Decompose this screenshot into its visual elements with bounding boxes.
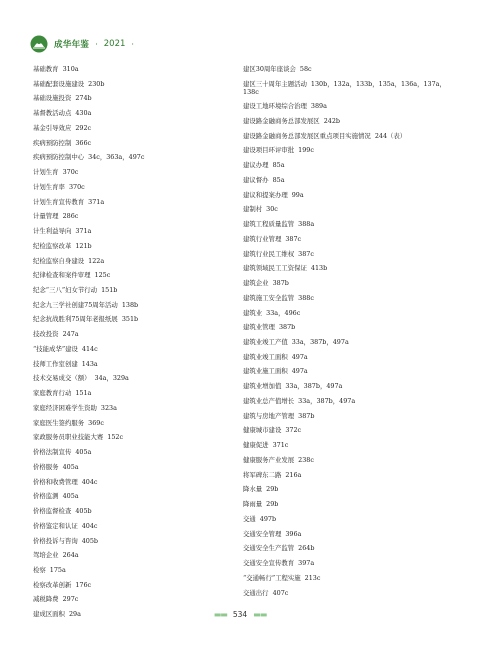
index-entry: [243, 103, 453, 111]
index-entry: [243, 590, 453, 598]
index-term: 疾病预防控制: [33, 138, 72, 147]
index-term: 建区30周年座谈会: [243, 65, 296, 73]
index-term: 建筑行业民工维权: [243, 249, 295, 258]
index-term: 计划生育率: [33, 182, 65, 191]
index-page-ref: 372c: [285, 426, 302, 435]
index-page-ref: 29b: [266, 500, 279, 509]
index-entry: [33, 390, 233, 398]
index-page-ref: 413b: [310, 264, 328, 273]
index-term: 纪律检查和案件审理: [33, 271, 91, 280]
index-entry: [243, 280, 453, 288]
index-page-ref: 323a: [100, 403, 117, 412]
index-term: 建筑企业: [243, 279, 269, 288]
index-term: 建筑行业管理: [243, 234, 282, 243]
index-page-ref: 99a: [291, 190, 304, 199]
index-entry: [243, 251, 453, 259]
index-page-ref: 292c: [75, 123, 92, 132]
index-entry: [243, 575, 453, 583]
index-page-ref: 34c，363a，497c: [88, 153, 145, 162]
index-term: 驾培企业: [33, 551, 59, 560]
index-page-ref: 274b: [75, 94, 92, 103]
index-term: 交通出行: [243, 588, 269, 597]
index-page-ref: 396a: [285, 529, 302, 538]
index-entry: [33, 361, 233, 369]
index-entry: [243, 560, 453, 568]
index-entry: [243, 236, 453, 244]
index-term: 疾病预防控制中心: [33, 153, 85, 162]
header-separator: ·: [95, 39, 98, 49]
index-entry: [33, 125, 233, 133]
index-term: 价格法制宣传: [33, 448, 72, 457]
index-entry: [33, 375, 233, 383]
index-page-ref: 388c: [298, 293, 314, 302]
index-term: 检察: [33, 565, 46, 574]
index-term: 纪念九三学社创建75周年活动: [33, 300, 118, 309]
index-entry: [243, 486, 453, 494]
index-entry: [243, 398, 453, 406]
index-page-ref: 264a: [62, 551, 79, 560]
index-page-ref: 244（表）: [374, 131, 407, 140]
index-entry: [243, 147, 453, 155]
index-entry: [33, 434, 233, 442]
index-page-ref: 497b: [259, 514, 277, 523]
index-entry: [243, 324, 453, 332]
index-entry: [243, 177, 453, 185]
index-entry: [243, 531, 453, 539]
index-page-ref: 199c: [298, 146, 314, 155]
index-page-ref: 33a，387b，497a: [285, 382, 343, 391]
index-term: 基础教育: [33, 65, 59, 73]
index-term: 交通安全生产监管: [243, 544, 295, 553]
index-page-ref: 29b: [266, 485, 279, 494]
index-entry: [33, 582, 233, 590]
index-page-ref: 405a: [75, 448, 92, 457]
index-entry: [33, 154, 233, 162]
index-term: 建筑施工安全监管: [243, 293, 295, 302]
index-term: 将军碑东二路: [243, 470, 282, 479]
index-term: 家政服务员职业技能大赛: [33, 433, 104, 442]
index-page-ref: 151b: [101, 286, 118, 295]
index-term: 检察改革创新: [33, 580, 72, 589]
index-term: 基金引导效应: [33, 123, 72, 132]
index-page-ref: 387b: [278, 323, 296, 332]
index-term: 建筑业竣工产值: [243, 338, 288, 347]
index-page-ref: 176c: [75, 580, 92, 589]
index-entry: [33, 405, 233, 413]
index-entry: [33, 243, 233, 251]
index-term: 纪检监察自身建设: [33, 256, 85, 265]
index-term: 纪念“三八”妇女节行动: [33, 286, 98, 295]
index-page-ref: 33a，496c: [266, 308, 301, 317]
index-page-ref: 247a: [62, 330, 79, 339]
yearbook-year: 2021: [103, 39, 126, 49]
index-page-ref: 213c: [304, 573, 321, 582]
index-entry: [33, 213, 233, 221]
index-page-ref: 151a: [75, 389, 92, 398]
index-entry: [243, 81, 453, 97]
index-term: 建筑业: [243, 308, 263, 317]
index-term: 纪念抗战胜利75周年老报纸展: [33, 315, 118, 324]
index-entry: [33, 464, 233, 472]
index-term: 建设工地环境综合治理: [243, 102, 307, 111]
index-term: 建议办理: [243, 161, 269, 170]
index-page-ref: 130b，132a，133b，135a，136a，137a，138c: [243, 79, 446, 96]
index-term: 技改投资: [33, 330, 59, 339]
index-term: 基督教活动点: [33, 109, 72, 118]
index-entry: [33, 66, 233, 74]
index-page-ref: 371a: [75, 227, 92, 236]
index-page-ref: 122a: [88, 256, 105, 265]
index-page-ref: 143a: [81, 359, 98, 368]
index-term: 健康城市建设: [243, 426, 282, 435]
index-term: 技术交易成交（额）: [33, 374, 91, 383]
index-term: 建筑业管理: [243, 323, 275, 332]
index-entry: [33, 552, 233, 560]
index-entry: [33, 199, 233, 207]
index-entry: [33, 508, 233, 516]
index-page-ref: 407c: [272, 588, 289, 597]
index-page-ref: 33a，387b，497a: [291, 338, 349, 347]
index-page-ref: 29a: [68, 610, 81, 619]
index-page-ref: 286c: [62, 212, 79, 221]
index-page-ref: 370c: [68, 182, 85, 191]
index-term: 减税降费: [33, 595, 59, 604]
index-page-ref: 33a，387b，497a: [298, 396, 356, 405]
index-entry: [33, 316, 233, 324]
index-entry: [33, 420, 233, 428]
index-term: 家庭医生签约服务: [33, 418, 85, 427]
index-entry: [33, 538, 233, 546]
yearbook-title: 成华年鉴: [54, 40, 90, 50]
index-page-ref: 351b: [121, 315, 139, 324]
index-term: 建设路金融商务总部发展区: [243, 117, 320, 125]
index-entry: [33, 449, 233, 457]
index-term: 建筑业总产值增长: [243, 396, 295, 405]
index-page-ref: 370c: [62, 168, 79, 177]
index-term: “技能成华”建设: [33, 344, 78, 353]
page-number: 534: [232, 610, 248, 619]
index-entry: [33, 302, 233, 310]
index-entry: [243, 545, 453, 553]
index-term: 建筑工程质量监管: [243, 220, 295, 229]
index-term: 价格和收费管理: [33, 477, 78, 486]
page-footer: [0, 610, 480, 619]
index-page-ref: 369c: [88, 418, 104, 427]
index-entry: [243, 310, 453, 318]
index-page-ref: 404c: [81, 477, 98, 486]
index-term: 计划生育: [33, 168, 59, 177]
index-page-ref: 414c: [81, 344, 98, 353]
index-page-ref: 297c: [62, 595, 79, 604]
index-entry: [243, 206, 453, 214]
index-entry: [243, 133, 453, 141]
index-page-ref: 387b: [272, 279, 289, 288]
index-entry: [33, 184, 233, 192]
index-term: 建筑业增加值: [243, 382, 282, 391]
index-entry: [33, 479, 233, 487]
index-term: 计量管理: [33, 212, 59, 221]
index-term: 建制村: [243, 205, 263, 214]
yearbook-logo-icon: [30, 35, 48, 53]
index-page-ref: 34a，329a: [94, 374, 129, 383]
index-entry: [33, 169, 233, 177]
index-page-ref: 242b: [323, 117, 340, 125]
index-entry: [243, 295, 453, 303]
index-entry: [243, 427, 453, 435]
running-header: [30, 34, 134, 54]
index-term: 建筑领域民工工资保证: [243, 264, 307, 273]
index-entry: [243, 354, 453, 362]
index-entry: [33, 346, 233, 354]
index-term: 建区三十周年主题活动: [243, 79, 307, 88]
index-term: 交通安全宣传教育: [243, 559, 295, 568]
index-term: 健康服务产业发展: [243, 455, 295, 464]
index-entry: [33, 140, 233, 148]
index-term: 建筑业施工面积: [243, 367, 288, 376]
index-page-ref: 85a: [272, 161, 285, 170]
index-term: 价格鉴定和认证: [33, 521, 78, 530]
index-entry: [33, 81, 233, 89]
index-page-ref: 397a: [298, 559, 315, 568]
index-page-ref: 371a: [88, 197, 105, 206]
index-term: 健康促进: [243, 441, 269, 450]
index-page-ref: 497a: [291, 367, 308, 376]
index-page-ref: 175a: [49, 565, 66, 574]
index-term: 基础配套设施建设: [33, 79, 85, 88]
index-term: “交通畅行”工程实施: [243, 573, 301, 582]
index-page-ref: 387c: [285, 234, 302, 243]
index-term: 建筑与房地产管理: [243, 411, 295, 420]
index-term: 技师工作室创建: [33, 359, 78, 368]
index-entry: [33, 493, 233, 501]
index-entry: [243, 413, 453, 421]
index-page-ref: 58c: [299, 65, 312, 73]
index-page-ref: 366c: [75, 138, 92, 147]
index-entry: [33, 110, 233, 118]
index-term: 建设路金融商务总部发展区重点项目实施情况: [243, 131, 371, 140]
index-term: 价格监测: [33, 492, 59, 501]
index-entry: [243, 221, 453, 229]
index-term: 家庭教育行动: [33, 389, 72, 398]
footer-ornament-right: ▬▬: [253, 610, 267, 619]
index-term: 价格监督检查: [33, 507, 72, 516]
index-term: 建筑业竣工面积: [243, 352, 288, 361]
index-term: 纪检监察改革: [33, 241, 72, 250]
index-entry: [243, 516, 453, 524]
index-term: 降雨量: [243, 500, 263, 509]
index-page-ref: 405a: [62, 462, 79, 471]
index-page-ref: 238c: [298, 455, 314, 464]
index-page-ref: 387c: [298, 249, 314, 258]
index-entry: [243, 457, 453, 465]
index-entry: [33, 258, 233, 266]
index-entry: [243, 162, 453, 170]
index-page-ref: 264b: [298, 544, 315, 553]
index-entry: [33, 331, 233, 339]
index-page-ref: 125c: [94, 271, 111, 280]
index-term: 建议和提案办理: [243, 190, 288, 199]
header-separator: ·: [131, 39, 134, 49]
index-page-ref: 388a: [298, 220, 315, 229]
index-entry: [243, 368, 453, 376]
index-term: 家庭经济困难学生资助: [33, 403, 97, 412]
index-term: 交通: [243, 514, 256, 523]
index-page-ref: 121b: [75, 241, 92, 250]
index-page-ref: 405a: [62, 492, 79, 501]
index-entry: [243, 339, 453, 347]
footer-ornament-left: ▬▬: [213, 610, 227, 619]
index-term: 建设项目环评审批: [243, 146, 295, 155]
index-page-ref: 430a: [75, 109, 92, 118]
index-entry: [243, 66, 453, 74]
index-entry: [243, 192, 453, 200]
index-entry: [243, 383, 453, 391]
index-page-ref: 85a: [272, 175, 285, 184]
index-page-ref: 216a: [285, 470, 302, 479]
index-entry: [33, 272, 233, 280]
index-column-left: [33, 66, 233, 626]
index-term: 基础设施投资: [33, 94, 72, 103]
index-term: 计生利益导向: [33, 227, 72, 236]
index-term: 建成区面积: [33, 610, 65, 619]
index-page-ref: 30c: [266, 205, 278, 214]
index-entry: [243, 265, 453, 273]
index-entry: [33, 287, 233, 295]
index-page-ref: 230b: [88, 79, 105, 88]
index-entry: [33, 95, 233, 103]
index-page-ref: 387b: [298, 411, 315, 420]
index-page-ref: 371c: [272, 441, 289, 450]
index-entry: [33, 596, 233, 604]
index-entry: [33, 523, 233, 531]
index-term: 计划生育宣传教育: [33, 197, 85, 206]
index-term: 价格服务: [33, 462, 59, 471]
index-entry: [33, 228, 233, 236]
index-page-ref: 404c: [81, 521, 98, 530]
index-page-ref: 138b: [121, 300, 139, 309]
index-entry: [243, 501, 453, 509]
index-page-ref: 497a: [291, 352, 308, 361]
index-page-ref: 405b: [81, 536, 99, 545]
index-entry: [33, 567, 233, 575]
index-page-ref: 152c: [107, 433, 124, 442]
index-page-ref: 310a: [62, 65, 79, 73]
index-page-ref: 389a: [310, 102, 327, 111]
index-term: 价格投诉与咨询: [33, 536, 78, 545]
index-entry: [243, 118, 453, 126]
index-entry: [243, 442, 453, 450]
index-entry: [243, 472, 453, 480]
index-term: 交通安全管理: [243, 529, 282, 538]
index-term: 建议督办: [243, 175, 269, 184]
index-term: 降水量: [243, 485, 263, 494]
index-column-right: [243, 66, 453, 604]
index-page-ref: 405b: [75, 507, 92, 516]
